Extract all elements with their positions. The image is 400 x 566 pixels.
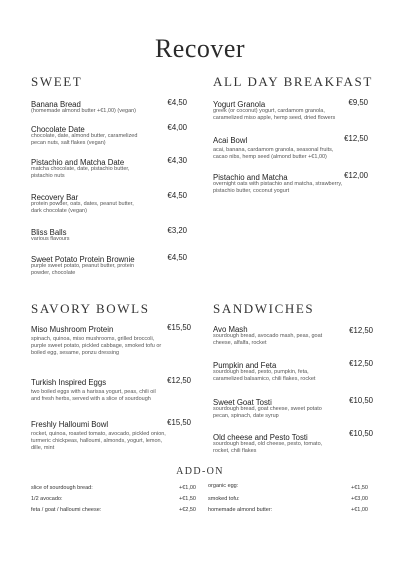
menu-item-miso-mushroom bbox=[31, 322, 191, 357]
addon-price: +€2,50 bbox=[179, 507, 196, 513]
section-heading-sweet: SWEET bbox=[31, 74, 83, 89]
item-name: Pistachio and Matcha bbox=[213, 173, 288, 182]
item-description: purple sweet potato, pickled cabbage, smoked tofu or bbox=[31, 343, 162, 349]
item-description: two boiled eggs with a harissa yogurt, peas, chili oil bbox=[31, 389, 156, 395]
item-description: (homemade almond butter +€1,00) (vegan) bbox=[31, 108, 137, 114]
item-description: pecan nuts, salt flakes (vegan) bbox=[31, 140, 106, 146]
item-name: Banana Bread bbox=[31, 100, 81, 109]
menu-item-pistachio-matcha-date bbox=[31, 155, 187, 180]
item-description: chocolate, date, almond butter, caramelized bbox=[31, 133, 138, 139]
item-description: powder, chocolate bbox=[31, 270, 76, 276]
item-price: €12,50 bbox=[167, 376, 191, 385]
menu-item-bliss-balls bbox=[31, 225, 187, 243]
item-price: €12,50 bbox=[344, 134, 368, 143]
menu-item-acai-bowl bbox=[213, 133, 368, 161]
item-price: €9,50 bbox=[348, 98, 368, 107]
item-description: turmeric chickpeas, halloumi, almonds, yogurt, lemon, bbox=[31, 438, 163, 444]
item-description: matcha chocolate, date, pistachio butter, bbox=[31, 166, 130, 172]
item-price: €12,00 bbox=[344, 171, 368, 180]
item-description: pecan, spinach, date syrup bbox=[213, 413, 279, 419]
menu-item-yogurt-granola bbox=[213, 97, 368, 122]
menu-item-pumpkin-feta bbox=[213, 358, 373, 383]
item-description: protein powder, oats, dates, peanut butter, bbox=[31, 201, 134, 207]
item-description: cheese, alfalfa, rocket bbox=[213, 340, 267, 346]
item-description: dille, mint bbox=[31, 445, 55, 451]
menu-item-halloumi-bowl bbox=[31, 417, 191, 452]
item-description: boiled egg, sesame, ponzu dressing bbox=[31, 350, 120, 356]
addon-item bbox=[31, 484, 196, 493]
item-name: Sweet Potato Protein Brownie bbox=[31, 255, 135, 264]
item-name: Old cheese and Pesto Tosti bbox=[213, 433, 308, 442]
menu-item-recovery-bar bbox=[31, 190, 187, 215]
menu-item-pistachio-matcha bbox=[213, 170, 368, 195]
item-description: acai, banana, cardamom granola, seasonal fruits, bbox=[213, 147, 334, 153]
item-name: Pistachio and Matcha Date bbox=[31, 158, 125, 167]
item-description: rocket, quinoa, roasted tomato, avocado, pickled onion, bbox=[31, 431, 166, 437]
addon-price: +€1,50 bbox=[179, 496, 196, 502]
item-price: €10,50 bbox=[349, 396, 373, 405]
addon-item bbox=[31, 506, 196, 515]
menu-item-turkish-eggs bbox=[31, 375, 191, 403]
menu-item-avo-mash bbox=[213, 322, 373, 347]
addon-price: +€3,00 bbox=[351, 496, 368, 502]
addon-name: 1/2 avocado: bbox=[31, 496, 63, 502]
addon-name: feta / goat / halloumi cheese: bbox=[31, 507, 102, 513]
item-name: Turkish Inspired Eggs bbox=[31, 378, 107, 387]
item-name: Avo Mash bbox=[213, 325, 248, 334]
item-price: €4,50 bbox=[167, 191, 187, 200]
item-price: €15,50 bbox=[167, 323, 191, 332]
item-name: Acai Bowl bbox=[213, 136, 248, 145]
item-description: spinach, quinoa, miso mushrooms, grilled broccoli, bbox=[31, 336, 155, 342]
item-description: sourdough bread, pesto, pumpkin, feta, bbox=[213, 369, 309, 375]
item-name: Pumpkin and Feta bbox=[213, 361, 277, 370]
addon-price: +€1,00 bbox=[179, 485, 196, 491]
item-description: sourdough bread, goat cheese, sweet potato bbox=[213, 406, 322, 412]
menu-item-sweet-goat-tosti bbox=[213, 395, 373, 420]
menu-item-old-cheese-pesto bbox=[213, 430, 373, 455]
item-description: sourdough bread, avocado mash, peas, goat bbox=[213, 333, 323, 339]
item-price: €3,20 bbox=[167, 226, 187, 235]
section-heading-sandwiches: SANDWICHES bbox=[213, 301, 315, 316]
item-description: sourdough bread, old cheese, pesto, tomato, bbox=[213, 441, 323, 447]
item-description: rocket, chili flakes bbox=[213, 448, 257, 454]
section-heading-breakfast: ALL DAY BREAKFAST bbox=[213, 74, 373, 89]
item-description: purple sweet potato, peanut butter, protein bbox=[31, 263, 135, 269]
addon-name: smoked tofu: bbox=[208, 496, 240, 502]
item-price: €4,00 bbox=[167, 123, 187, 132]
addon-name: homemade almond butter: bbox=[208, 507, 273, 513]
item-description: dark chocolate (vegan) bbox=[31, 208, 87, 214]
item-price: €12,50 bbox=[349, 359, 373, 368]
menu-item-banana-bread bbox=[31, 97, 187, 115]
item-description: pistachio butter, coconut yogurt bbox=[213, 188, 290, 194]
addon-name: organic egg: bbox=[208, 483, 239, 489]
item-description: caramelized miso apple, hemp seed, dried flowers bbox=[213, 115, 336, 121]
item-description: and fresh herbs, served with a slice of sourdough bbox=[31, 396, 151, 402]
item-price: €4,50 bbox=[167, 253, 187, 262]
section-heading-addons: ADD-ON bbox=[176, 466, 224, 477]
item-description: pistachio nuts bbox=[31, 173, 65, 179]
item-price: €12,50 bbox=[349, 326, 373, 335]
addon-item bbox=[31, 495, 196, 504]
menu-item-chocolate-date bbox=[31, 122, 187, 147]
item-name: Chocolate Date bbox=[31, 125, 85, 134]
item-name: Bliss Balls bbox=[31, 228, 67, 237]
item-name: Miso Mushroom Protein bbox=[31, 325, 114, 334]
item-name: Sweet Goat Tosti bbox=[213, 398, 272, 407]
section-heading-savory: SAVORY BOWLS bbox=[31, 301, 150, 316]
addon-price: +€1,50 bbox=[351, 485, 368, 491]
item-price: €15,50 bbox=[167, 418, 191, 427]
menu-item-sweet-potato-brownie bbox=[31, 252, 187, 277]
item-name: Recovery Bar bbox=[31, 193, 79, 202]
addon-item bbox=[208, 482, 368, 491]
item-price: €10,50 bbox=[349, 429, 373, 438]
item-description: overnight oats with pistachio and matcha, strawberry, bbox=[213, 181, 343, 187]
item-price: €4,30 bbox=[167, 156, 187, 165]
item-name: Yogurt Granola bbox=[213, 100, 266, 109]
item-description: greek (or coconut) yogurt, cardamom granola, bbox=[213, 108, 325, 114]
item-description: caramelized balsamico, chili flakes, rocket bbox=[213, 376, 316, 382]
addon-price: +€1,00 bbox=[351, 507, 368, 513]
item-description: cacao nibs, hemp seed (almond butter +€1,00) bbox=[213, 154, 327, 160]
item-description: various flavours bbox=[31, 236, 70, 242]
addon-item bbox=[208, 506, 368, 515]
item-name: Freshly Halloumi Bowl bbox=[31, 420, 109, 429]
item-price: €4,50 bbox=[167, 98, 187, 107]
addon-item bbox=[208, 495, 368, 504]
addon-name: slice of sourdough bread: bbox=[31, 485, 93, 491]
page-title: Recover bbox=[154, 34, 246, 63]
